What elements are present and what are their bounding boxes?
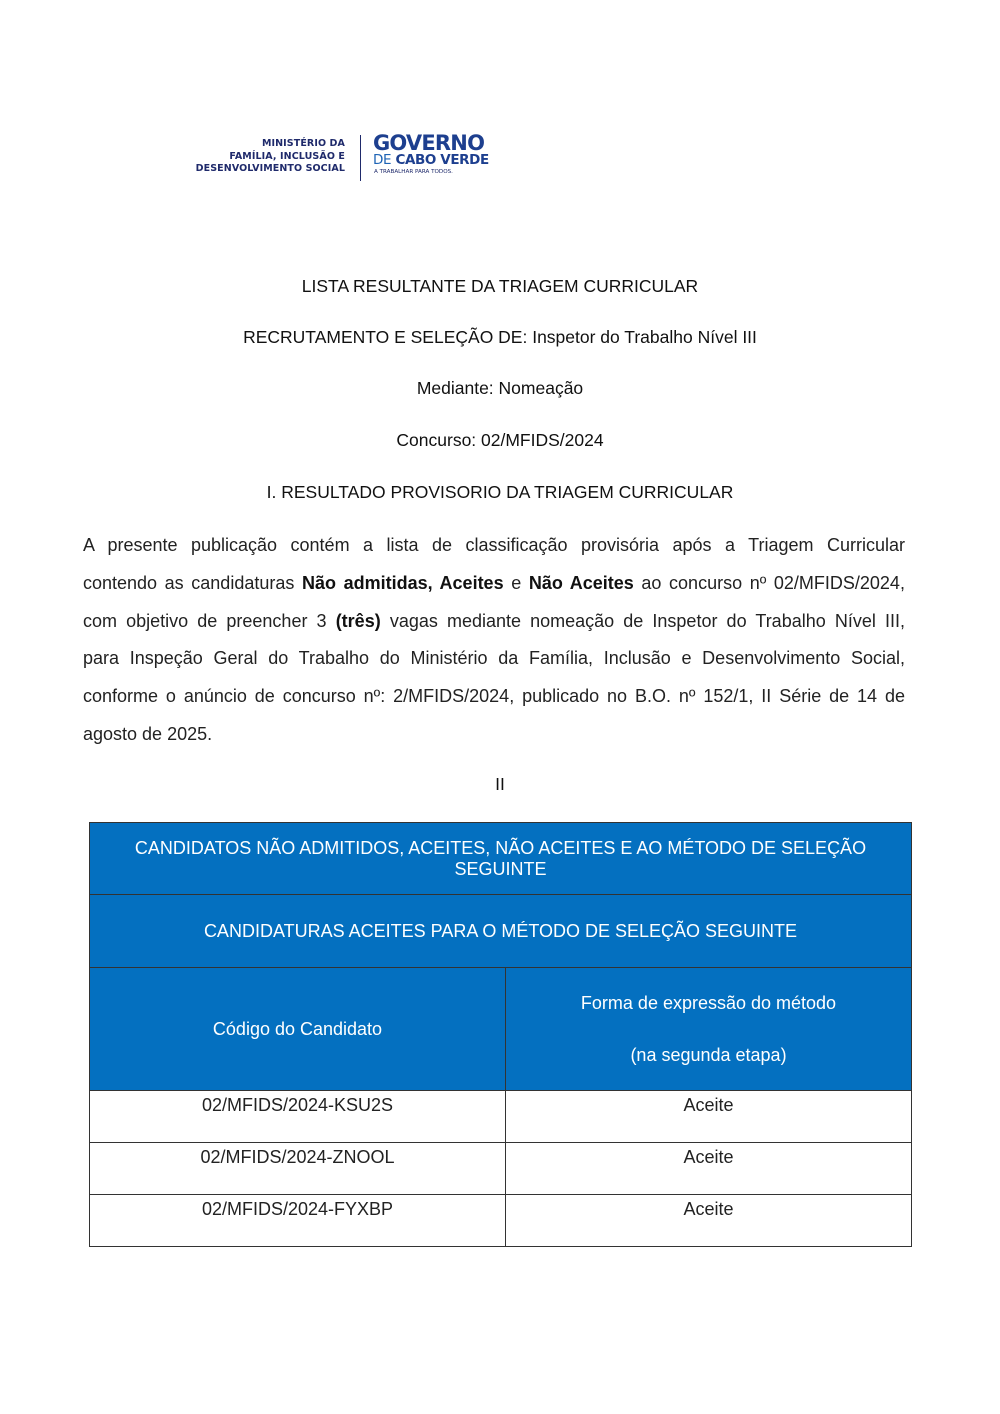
candidate-code: 02/MFIDS/2024-ZNOOL bbox=[90, 1143, 506, 1195]
gov-logo-line1: GOVERNO bbox=[373, 131, 485, 155]
candidate-status: Aceite bbox=[506, 1143, 912, 1195]
results-table bbox=[89, 822, 912, 1247]
paragraph-line: conforme o anúncio de concurso nº: 2/MFIDS/2024, publicado no B.O. nº 152/1, II Série de 14 de bbox=[83, 686, 905, 707]
paragraph-line: A presente publicação contém a lista de classificação provisória após a Triagem Curricular bbox=[83, 535, 905, 555]
column-header-method bbox=[506, 968, 912, 1091]
ministry-line: DESENVOLVIMENTO SOCIAL bbox=[195, 163, 345, 174]
candidate-status: Aceite bbox=[506, 1195, 912, 1247]
gov-tagline: A TRABALHAR PARA TODOS. bbox=[374, 169, 453, 175]
gov-logo-line2: DE CABO VERDE bbox=[373, 152, 489, 168]
table-row bbox=[90, 1195, 912, 1247]
table-subtitle-row bbox=[90, 895, 912, 968]
column-header-code: Código do Candidato bbox=[90, 968, 506, 1091]
paragraph-line: para Inspeção Geral do Trabalho do Ministério da Família, Inclusão e Desenvolvimento Social, bbox=[83, 648, 905, 669]
concurso-line: Concurso: 02/MFIDS/2024 bbox=[396, 430, 604, 450]
government-logo bbox=[373, 133, 508, 177]
candidate-code: 02/MFIDS/2024-FYXBP bbox=[90, 1195, 506, 1247]
table-title-row bbox=[90, 823, 912, 895]
table-row bbox=[90, 1143, 912, 1195]
ministry-line: MINISTÉRIO DA bbox=[261, 138, 345, 149]
ministry-name bbox=[185, 138, 345, 176]
section-number: II bbox=[495, 774, 505, 794]
header-logo bbox=[185, 133, 515, 185]
paragraph-line: contendo as candidaturas Não admitidas, Aceites e Não Aceites ao concurso nº 02/MFIDS/2024, bbox=[83, 572, 905, 593]
table-subtitle: CANDIDATURAS ACEITES PARA O MÉTODO DE SELEÇÃO SEGUINTE bbox=[90, 895, 912, 968]
list-title: LISTA RESULTANTE DA TRIAGEM CURRICULAR bbox=[301, 276, 699, 296]
column-header-method-line1: Forma de expressão do método bbox=[580, 993, 837, 1013]
logo-divider bbox=[360, 135, 361, 181]
body-paragraph bbox=[83, 527, 905, 754]
table-header-row bbox=[90, 968, 912, 1091]
paragraph-line: agosto de 2025. bbox=[83, 723, 213, 744]
paragraph-line: com objetivo de preencher 3 (três) vagas mediante nomeação de Inspetor do Trabalho Nível III, bbox=[83, 610, 905, 631]
section-title: I. RESULTADO PROVISORIO DA TRIAGEM CURRICULAR bbox=[266, 482, 734, 502]
recruitment-title: RECRUTAMENTO E SELEÇÃO DE: Inspetor do Trabalho Nível III bbox=[243, 327, 757, 347]
mediante-line: Mediante: Nomeação bbox=[416, 378, 584, 398]
column-header-method-line2: (na segunda etapa) bbox=[630, 1045, 787, 1065]
candidate-status: Aceite bbox=[506, 1091, 912, 1143]
candidate-code: 02/MFIDS/2024-KSU2S bbox=[90, 1091, 506, 1143]
table-row bbox=[90, 1091, 912, 1143]
table-title: CANDIDATOS NÃO ADMITIDOS, ACEITES, NÃO ACEITES E AO MÉTODO DE SELEÇÃO SEGUINTE bbox=[90, 823, 912, 895]
ministry-line: FAMÍLIA, INCLUSÃO E bbox=[229, 150, 345, 162]
